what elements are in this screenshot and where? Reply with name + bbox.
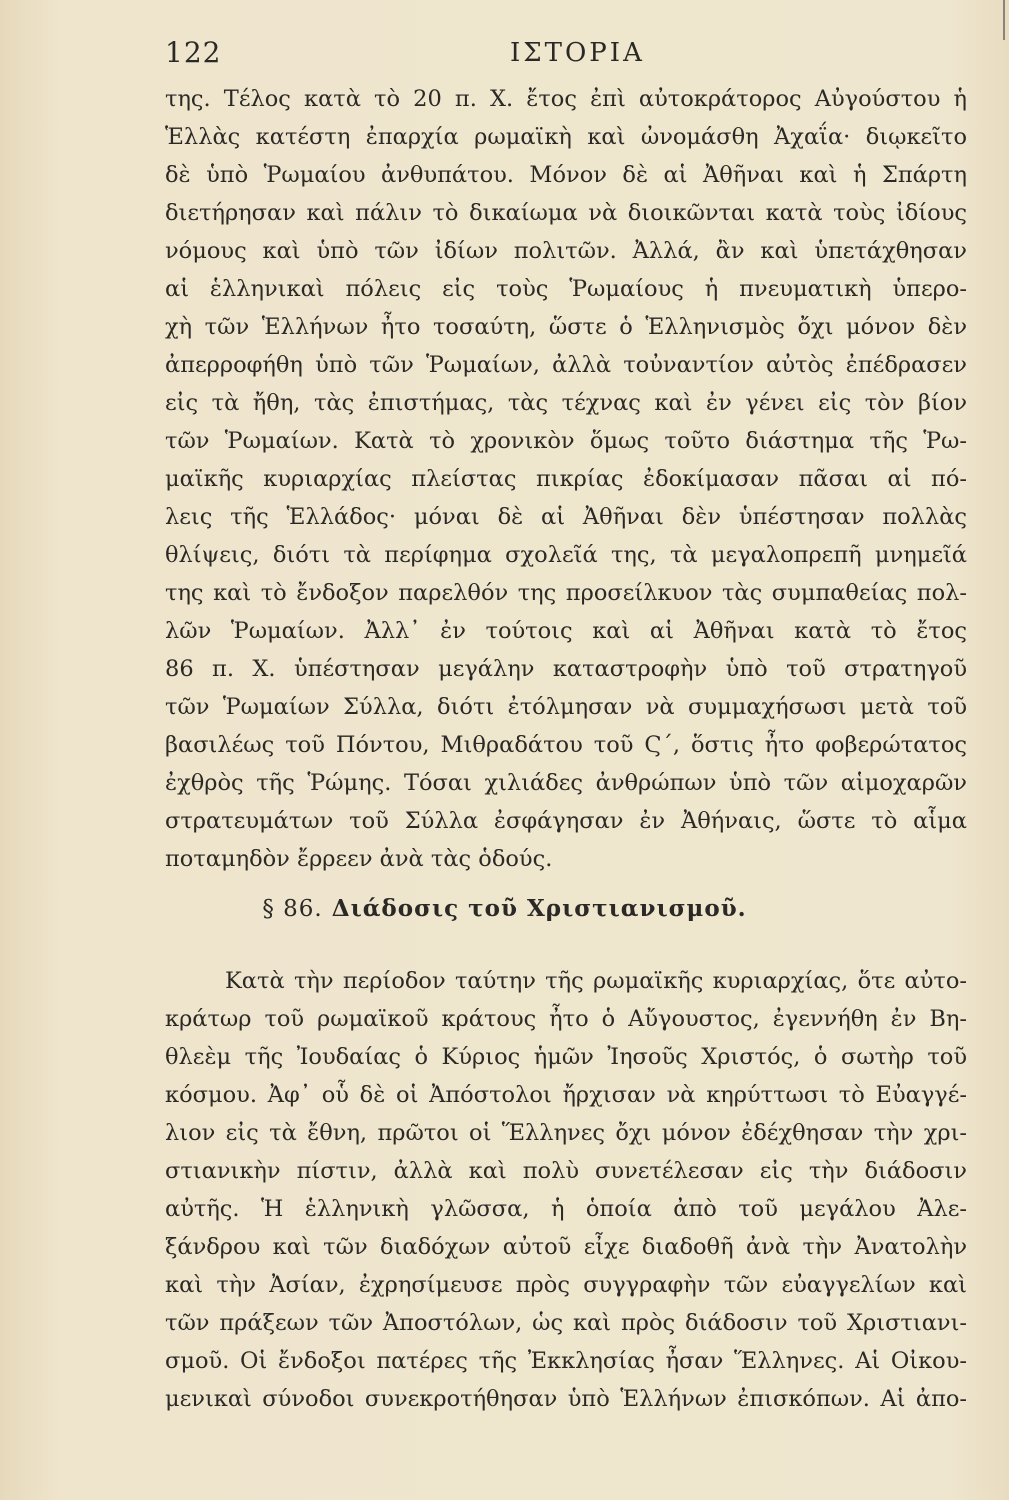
running-title: ΙΣΤΟΡΙΑ — [510, 38, 645, 68]
text-line: μενικαὶ σύνοδοι συνεκροτήθησαν ὑπὸ Ἑλλήνων ἐπισκόπων. Αἱ ἀπο- — [165, 1386, 967, 1412]
text-line: βασιλέως τοῦ Πόντου, Μιθραδάτου τοῦ Ϛ´, ὅστις ἦτο φοβερώτατος — [165, 732, 967, 758]
running-head — [0, 36, 1009, 76]
text-line: θλίψεις, διότι τὰ περίφημα σχολεῖά της, τὰ μεγαλοπρεπῆ μνημεῖά — [165, 542, 967, 568]
text-line: λῶν Ῥωμαίων. Ἀλλ᾽ ἐν τούτοις καὶ αἱ Ἀθῆναι κατὰ τὸ ἔτος — [165, 618, 967, 644]
page-edge-mark — [1003, 0, 1005, 40]
text-line: αὐτῆς. Ἡ ἑλληνικὴ γλῶσσα, ἡ ὁποία ἀπὸ τοῦ μεγάλου Ἀλε- — [165, 1196, 967, 1222]
text-line: εἰς τὰ ἤθη, τὰς ἐπιστήμας, τὰς τέχνας καὶ ἐν γένει εἰς τὸν βίον — [165, 390, 967, 416]
text-line: λεις τῆς Ἑλλάδος· μόναι δὲ αἱ Ἀθῆναι δὲν ὑπέστησαν πολλὰς — [165, 504, 967, 530]
text-line: θλεὲμ τῆς Ἰουδαίας ὁ Κύριος ἡμῶν Ἰησοῦς Χριστός, ὁ σωτὴρ τοῦ — [165, 1044, 967, 1070]
text-line: τῶν Ῥωμαίων. Κατὰ τὸ χρονικὸν ὅμως τοῦτο διάστημα τῆς Ῥω- — [165, 428, 967, 454]
text-line: Κατὰ τὴν περίοδον ταύτην τῆς ρωμαϊκῆς κυριαρχίας, ὅτε αὐτο- — [225, 968, 967, 994]
text-line: της καὶ τὸ ἔνδοξον παρελθόν της προσείλκυον τὰς συμπαθείας πολ- — [165, 580, 967, 606]
text-line: λιον εἰς τὰ ἔθνη, πρῶτοι οἱ Ἕλληνες ὄχι μόνον ἐδέχθησαν τὴν χρι- — [165, 1120, 967, 1146]
text-line: τῶν Ῥωμαίων Σύλλα, διότι ἐτόλμησαν νὰ συμμαχήσωσι μετὰ τοῦ — [165, 694, 967, 720]
section-title: Διάδοσις τοῦ Χριστιανισμοῦ. — [331, 895, 747, 922]
text-line: διετήρησαν καὶ πάλιν τὸ δικαίωμα νὰ διοικῶνται κατὰ τοὺς ἰδίους — [165, 200, 967, 226]
text-line: ξάνδρου καὶ τῶν διαδόχων αὐτοῦ εἶχε διαδοθῆ ἀνὰ τὴν Ἀνατολὴν — [165, 1234, 967, 1260]
text-line: σμοῦ. Οἱ ἔνδοξοι πατέρες τῆς Ἐκκλησίας ἦσαν Ἕλληνες. Αἱ Οἰκου- — [165, 1348, 967, 1374]
text-line: ἀπερροφήθη ὑπὸ τῶν Ῥωμαίων, ἀλλὰ τοὐναντίον αὐτὸς ἐπέδρασεν — [165, 352, 967, 378]
text-line: ποταμηδὸν ἔρρεεν ἀνὰ τὰς ὁδούς. — [165, 846, 553, 872]
text-line: 86 π. Χ. ὑπέστησαν μεγάλην καταστροφὴν ὑπὸ τοῦ στρατηγοῦ — [165, 656, 967, 682]
text-line: τῶν πράξεων τῶν Ἀποστόλων, ὡς καὶ πρὸς διάδοσιν τοῦ Χριστιανι- — [165, 1310, 967, 1336]
text-line: ἐχθρὸς τῆς Ῥώμης. Τόσαι χιλιάδες ἀνθρώπων ὑπὸ τῶν αἱμοχαρῶν — [165, 770, 967, 796]
text-line: κόσμου. Ἀφ᾽ οὗ δὲ οἱ Ἀπόστολοι ἤρχισαν νὰ κηρύττωσι τὸ Εὐαγγέ- — [165, 1082, 967, 1108]
text-line: στιανικὴν πίστιν, ἀλλὰ καὶ πολὺ συνετέλεσαν εἰς τὴν διάδοσιν — [165, 1158, 967, 1184]
text-line: αἱ ἑλληνικαὶ πόλεις εἰς τοὺς Ῥωμαίους ἡ πνευματικὴ ὑπερο- — [165, 276, 967, 302]
text-line: νόμους καὶ ὑπὸ τῶν ἰδίων πολιτῶν. Ἀλλά, ἂν καὶ ὑπετάχθησαν — [165, 238, 967, 264]
section-heading — [0, 895, 1009, 922]
text-line: δὲ ὑπὸ Ῥωμαίου ἀνθυπάτου. Μόνον δὲ αἱ Ἀθῆναι καὶ ἡ Σπάρτη — [165, 162, 967, 188]
paragraph-1 — [165, 80, 967, 878]
text-line: κράτωρ τοῦ ρωμαϊκοῦ κράτους ἦτο ὁ Αὔγουστος, ἐγεννήθη ἐν Βη- — [165, 1006, 967, 1032]
text-line: της. Τέλος κατὰ τὸ 20 π. Χ. ἔτος ἐπὶ αὐτοκράτορος Αὐγούστου ἡ — [165, 86, 967, 112]
text-line: στρατευμάτων τοῦ Σύλλα ἐσφάγησαν ἐν Ἀθήναις, ὥστε τὸ αἷμα — [165, 808, 967, 834]
section-number: § 86. — [262, 896, 323, 922]
page-number: 122 — [165, 36, 222, 69]
text-line: καὶ τὴν Ἀσίαν, ἐχρησίμευσε πρὸς συγγραφὴν τῶν εὐαγγελίων καὶ — [165, 1272, 967, 1298]
text-line: μαϊκῆς κυριαρχίας πλείστας πικρίας ἐδοκίμασαν πᾶσαι αἱ πό- — [165, 466, 967, 492]
text-line: Ἑλλὰς κατέστη ἐπαρχία ρωμαϊκὴ καὶ ὠνομάσθη Ἀχαΐα· διῳκεῖτο — [165, 124, 967, 150]
paragraph-2 — [165, 962, 967, 1418]
text-line: χὴ τῶν Ἑλλήνων ἦτο τοσαύτη, ὥστε ὁ Ἑλληνισμὸς ὄχι μόνον δὲν — [165, 314, 967, 340]
